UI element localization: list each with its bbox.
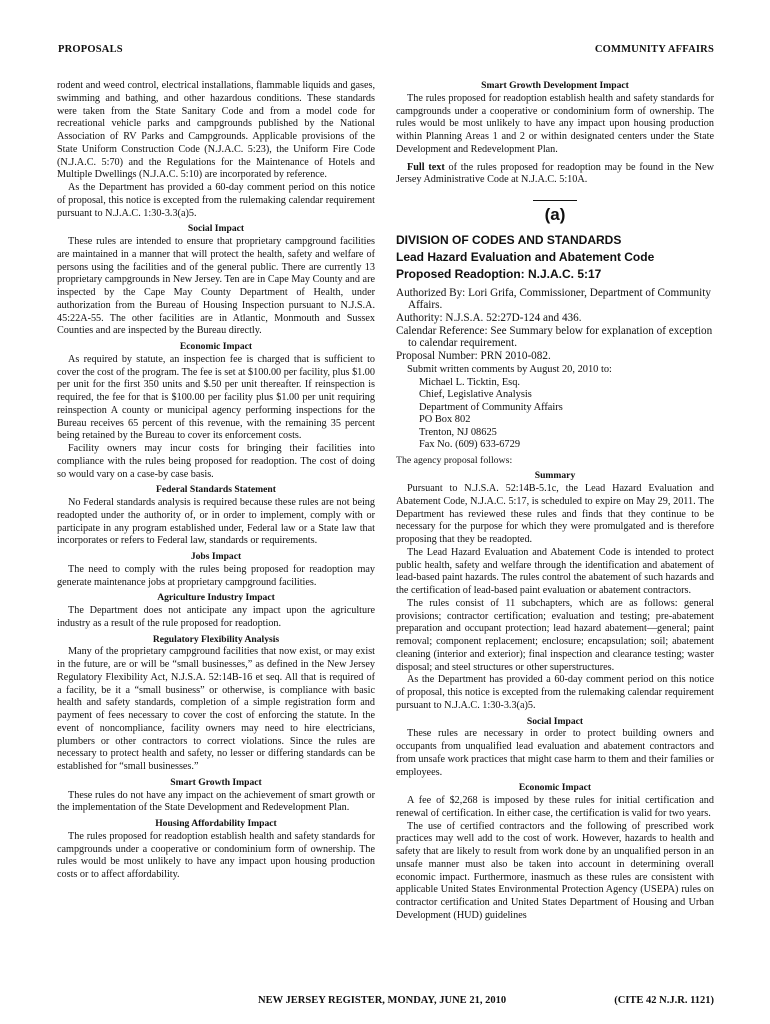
division-heading: DIVISION OF CODES AND STANDARDS <box>396 232 622 247</box>
section-heading-agriculture-impact: Agriculture Industry Impact <box>157 592 275 604</box>
paragraph: The rules proposed for readoption establish health and safety standards for campgrounds under a cooperative or condominium form of ownership. The rules would be most unlikely to have any impact upon housing production within Planning Areas 1 and 2 or within designated centers under the State Development and Redevelopment Plan. <box>396 92 714 155</box>
address-line: Chief, Legislative Analysis <box>419 389 532 401</box>
paragraph: The need to comply with the rules being proposed for readoption may generate maintenance jobs at proprietary campground facilities. <box>57 563 375 588</box>
paragraph: As the Department has provided a 60-day comment period on this notice of proposal, this notice is excepted from the rulemaking calendar requirement pursuant to N.J.A.C. 1:30-3.3(a)5. <box>57 182 375 219</box>
paragraph: These rules do not have any impact on the achievement of smart growth or the implementation of the State Development and Redevelopment Plan. <box>57 789 375 814</box>
agency-proposal-follows: The agency proposal follows: <box>396 454 513 466</box>
paragraph: As required by statute, an inspection fee is charged that is sufficient to cover the cost of the program. The fee is set at $100.00 per facility, plus $1.00 per unit for the first 350 units and $.50 per unit thereafter. If reinspection is required, the fee for that is $100.00 per facility plus $1.00 per unit requiring reinspection A county or municipal agency performing inspections for the Bureau receives 65 percent of this revenue, with the remaining 35 percent being retained by the Bureau to cover its enforcement costs. <box>57 353 375 442</box>
paragraph: Facility owners may incur costs for bringing their facilities into compliance with the rules being proposed for readoption. The cost of doing so would vary on a case-by case basis. <box>57 443 375 480</box>
authorized-by: Authorized By: Lori Grifa, Commissioner, Department of Community Affairs. <box>396 286 711 312</box>
right-column <box>396 80 714 923</box>
readoption-heading: Proposed Readoption: N.J.A.C. 5:17 <box>396 266 602 281</box>
paragraph: As the Department has provided a 60-day comment period on this notice of proposal, this notice is excepted from the rulemaking calendar requirement pursuant to N.J.A.C. 1:30-3.3(a)5. <box>396 674 714 711</box>
address-line: PO Box 802 <box>419 414 471 426</box>
footer-citation: (CITE 42 N.J.R. 1121) <box>614 995 714 1006</box>
section-heading-economic-impact: Economic Impact <box>518 782 592 794</box>
paragraph: No Federal standards analysis is required because these rules are not being readopted under the authority of, or in order to implement, comply with or participate in any program established under, Federal law or a State law that incorporates or refers to Federal law, standards or requirements. <box>57 497 375 547</box>
footer-register-date: NEW JERSEY REGISTER, MONDAY, JUNE 21, 2010 <box>258 995 507 1006</box>
section-heading-social-impact: Social Impact <box>526 715 584 727</box>
paragraph: rodent and weed control, electrical installations, flammable liquids and gases, swimming and bathing, and other hazardous conditions. These standards were taken from the State Sanitary Code and from a model code for recreational vehicle parks and campgrounds published by the National Association of RV Parks and Campgrounds. Applicable provisions of the State Uniform Construction Code (N.J.A.C. 5:23), the Uniform Fire Code (N.J.A.C. 5:70) and the Regulations for the Maintenance of Hotels and Multiple Dwellings (N.J.A.C. 5:10) are incorporated by reference. <box>57 80 375 181</box>
section-heading-economic-impact: Economic Impact <box>179 341 253 352</box>
full-text-body: of the rules proposed for readoption may be found in the New Jersey Administrative Code at N.J.A.C. 5:10A. <box>396 161 714 186</box>
paragraph: The Department does not anticipate any impact upon the agriculture industry as a result of the rule proposed for readoption. <box>57 605 375 629</box>
paragraph: A fee of $2,268 is imposed by these rules for initial certification and renewal of certification. In either case, the certification is valid for two years. <box>396 795 714 819</box>
left-column <box>57 80 375 882</box>
section-heading-summary: Summary <box>534 470 576 482</box>
address-block <box>419 377 714 451</box>
running-header-left: PROPOSALS <box>58 44 123 55</box>
paragraph: The rules consist of 11 subchapters, which are as follows: general provisions; contractor certification; evaluation and testing; pre-abatement preparation and occupant protection; lead hazard abatement—general; paint removal; component replacement; enclosure; encapsulation; soil; abatement cleaning (interior and exterior); final inspection and clearance testing; waster disposal; and steel structures or other superstructures. <box>396 597 714 673</box>
section-heading-social-impact: Social Impact <box>187 223 245 235</box>
paragraph: The rules proposed for readoption establish health and safety standards for campgrounds under a cooperative or condominium form of ownership. The rules would be most unlikely to have any impact upon housing production costs or to affect affordability. <box>57 830 375 880</box>
rule-title: Lead Hazard Evaluation and Abatement Code <box>396 249 655 264</box>
full-text-note <box>396 162 714 188</box>
section-divider <box>533 200 577 201</box>
submit-comments: Submit written comments by August 20, 2010 to: <box>407 364 612 376</box>
paragraph: The Lead Hazard Evaluation and Abatement Code is intended to protect public health, safety and welfare through the identification and abatement of lead-based paint hazards. The rules control the abatement of such hazards and the certification of lead-based paint evaluation or abatement contractors. <box>396 546 714 596</box>
proposal-number: Proposal Number: PRN 2010-082. <box>396 349 551 362</box>
section-heading-federal-standards: Federal Standards Statement <box>156 484 276 496</box>
authority-block <box>396 287 714 363</box>
section-heading-housing-affordability: Housing Affordability Impact <box>155 818 277 829</box>
paragraph: Many of the proprietary campground facilities that now exist, or may exist in the future, are or will be “small businesses,” as defined in the New Jersey Regulatory Flexibility Act, N.J.S.A. 52:14B-16 et seq. All that is required of a facility, be it a “small business” or otherwise, is compliance with basic health and safety standards, completion of a simple registration form and payment of fees necessary to cover the cost of enforcing the statute. In the event of noncompliance, facility owners may need to hire electricians, plumbers or other contractors to correct violations. Since the rules are necessary to protect health and safety, no lesser or differing standards can be established for “small businesses.” <box>57 646 375 772</box>
address-line: Trenton, NJ 08625 <box>419 426 497 438</box>
section-letter: (a) <box>544 205 566 224</box>
address-line: Michael L. Ticktin, Esq. <box>419 377 521 389</box>
authority: Authority: N.J.S.A. 52:27D-124 and 436. <box>396 311 582 324</box>
paragraph: These rules are intended to ensure that proprietary campground facilities are maintained in a manner that will protect the health, safety and welfare of persons using the facilities and of the general public. There are currently 13 proprietary campgrounds in New Jersey. Ten are in Cape May County and are inspected by the Cape May County Department of Health, under authorization from the Bureau of Housing Inspection pursuant to N.J.S.A. 45:22A-55. The other facilities are in Atlantic, Monmouth and Sussex Counties and are inspected by the Bureau directly. <box>57 236 375 337</box>
section-heading-smart-growth: Smart Growth Impact <box>170 776 262 788</box>
address-line: Fax No. (609) 633-6729 <box>419 439 521 451</box>
section-heading-regulatory-flexibility: Regulatory Flexibility Analysis <box>152 633 280 645</box>
address-line: Department of Community Affairs <box>419 401 563 413</box>
paragraph: Pursuant to N.J.S.A. 52:14B-5.1c, the Lead Hazard Evaluation and Abatement Code, N.J.A.C. 5:17, is scheduled to expire on May 29, 2011. The Department has reviewed these rules and finds that they continue to be necessary for the purpose for which they were promulgated and is therefore proposing that they be readopted. <box>396 483 714 545</box>
calendar-reference: Calendar Reference: See Summary below for explanation of exception to calendar requirement. <box>396 324 713 350</box>
full-text-label: Full text <box>407 161 445 173</box>
section-heading-jobs-impact: Jobs Impact <box>190 551 242 562</box>
running-header-right: COMMUNITY AFFAIRS <box>594 44 714 55</box>
section-heading-smart-growth-development: Smart Growth Development Impact <box>481 80 629 91</box>
paragraph: The use of certified contractors and the following of prescribed work practices may well add to the cost of work. However, hazards to health and safety that are likely to result from work done by an unqualified person in an unsafe manner must also be taken into account in determining overall economic impact. Furthermore, inasmuch as these rules are consistent with applicable United States Environmental Protection Agency (USEPA) rules on contractor certification and United States Department of Housing and Urban Development (HUD) guidelines <box>396 820 714 921</box>
paragraph: These rules are necessary in order to protect building owners and occupants from unqualified lead evaluation and abatement contractors and from unsafe work practices that might case harm to them and their families or employees. <box>396 728 714 778</box>
